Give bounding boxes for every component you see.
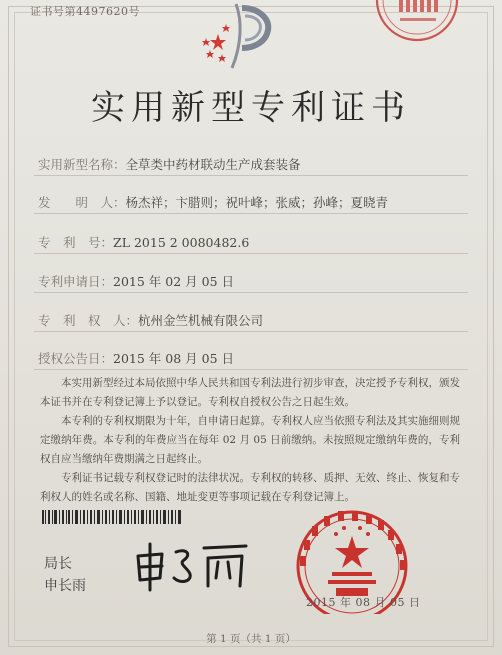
inventors-value: 杨杰祥；卞腊则；祝叶峰；张威；孙峰；夏晓青 — [125, 195, 389, 210]
utility-model-name-value: 全草类中药材联动生产成套装备 — [125, 157, 301, 172]
body-paragraph: 本实用新型经过本局依照中华人民共和国专利法进行初步审查，决定授予专利权，颁发本证书并在专利登记簿上予以登记。专利权自授权公告之日起生效。 — [40, 377, 460, 408]
application-date-value: 2015 年 02 月 05 日 — [113, 274, 235, 289]
patentee-label: 专 利 权 人： — [38, 313, 139, 328]
application-date-label: 专利申请日： — [38, 274, 114, 289]
grant-date-value: 2015 年 08 月 05 日 — [113, 351, 235, 366]
divider — [34, 253, 468, 254]
page-number: 第 1 页（共 1 页） — [206, 633, 296, 645]
certificate-title: 实用新型专利证书 — [91, 88, 411, 128]
sipo-emblem-icon — [196, 0, 286, 78]
divider — [34, 175, 468, 176]
utility-model-name-field — [38, 155, 301, 173]
patent-number-field — [38, 233, 249, 251]
body-paragraph: 专利证书记载专利权登记时的法律状况。专利权的转移、质押、无效、终止、恢复和专利权人的姓名或名称、国籍、地址变更等事项记载在专利登记簿上。 — [40, 472, 460, 503]
divider — [34, 331, 468, 332]
director-name: 申长雨 — [44, 578, 86, 594]
certificate-body — [40, 374, 460, 507]
body-paragraph: 本专利的专利权期限为十年，自申请日起算。专利权人应当依照专利法及其实施细则规定缴纳年费。本专利的年费应当在每年 02 月 05 日前缴纳。未按照规定缴纳年费的，专利权自应当缴纳年费期满之日起终止。 — [40, 415, 460, 465]
inventors-field — [38, 193, 388, 211]
top-seal-stamp — [372, 0, 462, 46]
divider — [34, 292, 468, 293]
patent-number-label: 专 利 号： — [38, 235, 114, 250]
director-title: 局长 — [44, 556, 72, 572]
certificate-number: 证书号第4497620号 — [30, 5, 140, 18]
utility-model-name-label: 实用新型名称： — [38, 157, 126, 172]
patentee-value: 杭州金竺机械有限公司 — [138, 313, 264, 328]
divider — [34, 369, 468, 370]
patentee-field — [38, 311, 263, 329]
inventors-label: 发 明 人： — [38, 195, 126, 210]
barcode-icon — [42, 510, 182, 524]
grant-date-label: 授权公告日： — [38, 351, 114, 366]
patent-number-value: ZL 2015 2 0080482.6 — [113, 235, 250, 250]
divider — [34, 213, 468, 214]
director-signature — [132, 538, 252, 592]
seal-date: 2015 年 08 月 05 日 — [306, 596, 421, 609]
grant-date-field — [38, 349, 234, 367]
application-date-field — [38, 272, 234, 290]
